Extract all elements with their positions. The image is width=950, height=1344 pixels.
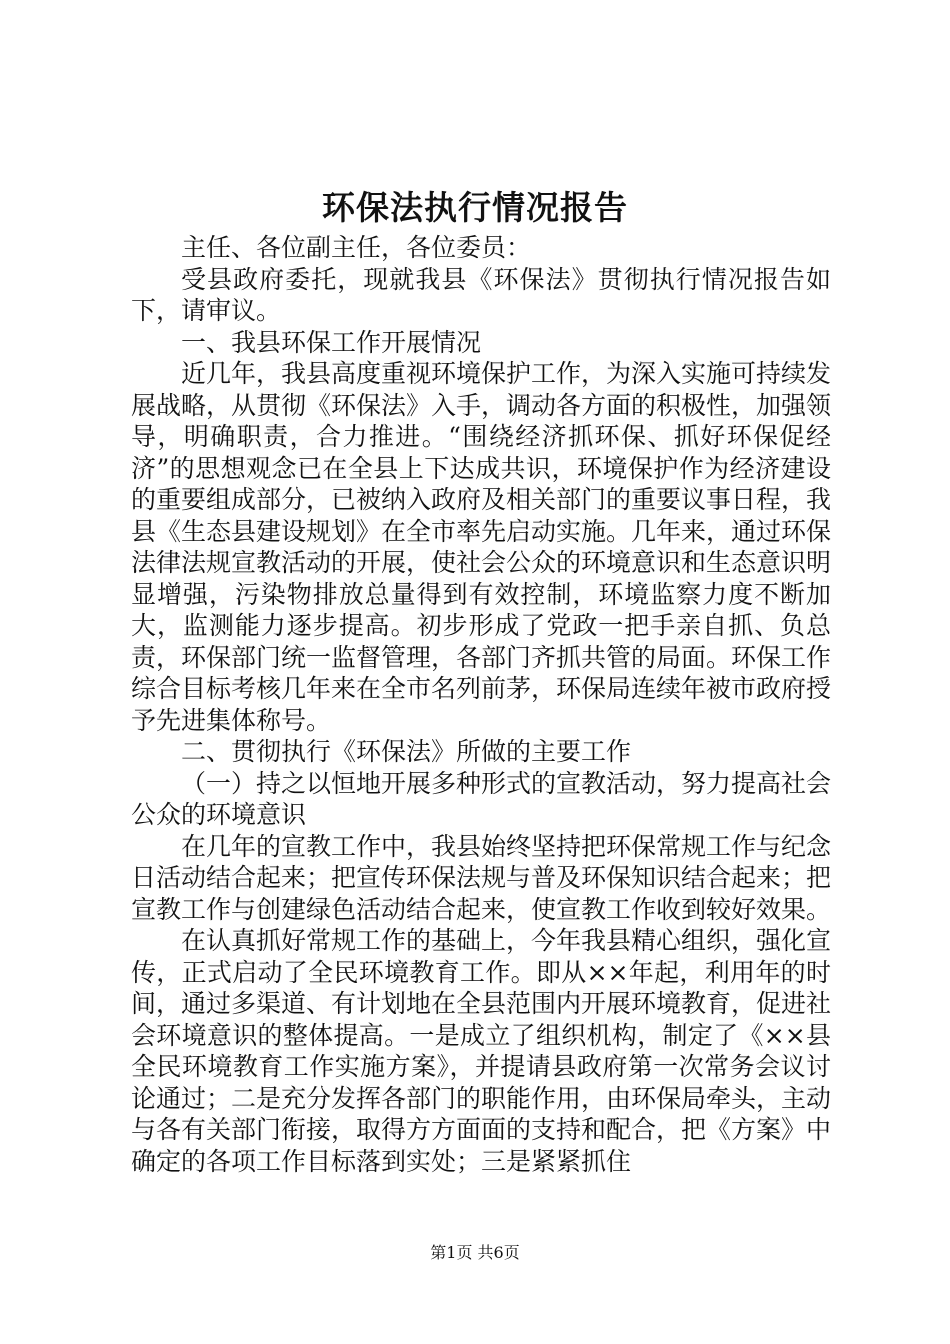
page-footer: 第1页 共6页: [430, 1243, 520, 1262]
document-body: [131, 232, 831, 1177]
document-title: 环保法执行情况报告: [322, 188, 628, 227]
heading-section-2: 二、贯彻执行《环保法》所做的主要工作: [181, 737, 632, 766]
paragraph-section-1: 近几年，我县高度重视环境保护工作，为深入实施可持续发展战略，从贯彻《环保法》入手，调动各方面的积极性，加强领导，明确职责，合力推进。“围绕经济抓环保、抓好环保促经济”的思想观念已在全县上下达成共识，环境保护作为经济建设的重要组成部分，已被纳入政府及相关部门的重要议事日程，我县《生态县建设规划》在全市率先启动实施。几年来，通过环保法律法规宣教活动的开展，使社会公众的环境意识和生态意识明显增强，污染物排放总量得到有效控制，环境监察力度不断加大，监测能力逐步提高。初步形成了党政一把手亲自抓、负总责，环保部门统一监督管理，各部门齐抓共管的局面。环保工作综合目标考核几年来在全市名列前茅，环保局连续年被市政府授予先进集体称号。: [131, 359, 832, 735]
paragraph-salutation: 主任、各位副主任，各位委员：: [181, 233, 532, 262]
paragraph-intro: 受县政府委托，现就我县《环保法》贯彻执行情况报告如下，请审议。: [131, 264, 831, 325]
paragraph-section-2-1b: 在认真抓好常规工作的基础上，今年我县精心组织，强化宣传，正式启动了全民环境教育工作。即从××年起，利用年的时间，通过多渠道、有计划地在全县范围内开展环境教育，促进社会环境意识的整体提高。一是成立了组织机构，制定了《××县全民环境教育工作实施方案》，并提请县政府第一次常务会议讨论通过；二是充分发挥各部门的职能作用，由环保局牵头，主动与各有关部门衔接，取得方方面面的支持和配合，把《方案》中确定的各项工作目标落到实处；三是紧紧抓住: [131, 926, 832, 1176]
paragraph-section-2-1a: 在几年的宣教工作中，我县始终坚持把环保常规工作与纪念日活动结合起来；把宣传环保法规与普及环保知识结合起来；把宣教工作与创建绿色活动结合起来，使宣教工作收到较好效果。: [131, 831, 832, 924]
subheading-section-2-1: （一）持之以恒地开展多种形式的宣教活动，努力提高社会公众的环境意识: [131, 768, 832, 829]
heading-section-1: 一、我县环保工作开展情况: [181, 327, 482, 357]
